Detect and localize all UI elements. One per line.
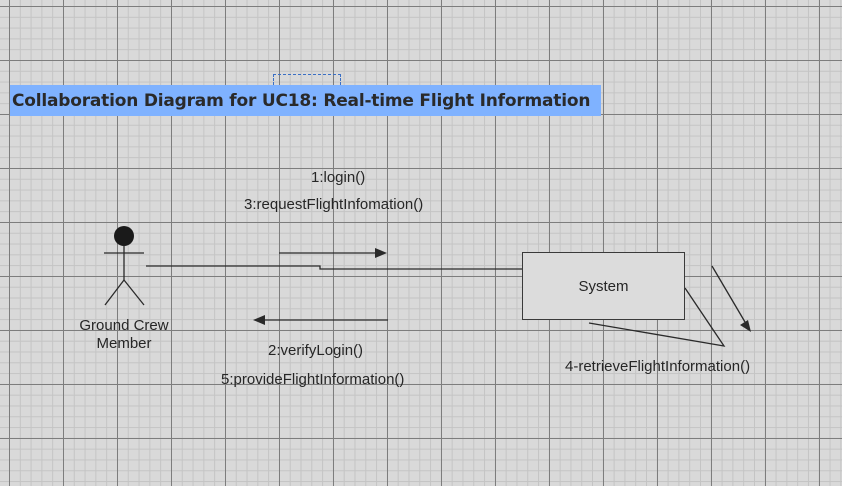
return-message-arrow[interactable] <box>253 315 388 325</box>
self-arrow-head <box>740 320 751 332</box>
message-label-request-flight-information[interactable]: 3:requestFlightInfomation() <box>244 196 424 213</box>
system-object[interactable] <box>522 252 685 320</box>
forward-message-arrow[interactable] <box>279 248 387 258</box>
actor-head <box>114 226 134 246</box>
actor-figure[interactable] <box>104 226 144 305</box>
actor-left-leg <box>105 280 124 305</box>
message-label-login[interactable]: 1:login() <box>311 169 366 186</box>
actor-label-line1: Ground Crew <box>79 317 169 334</box>
message-label-verify-login[interactable]: 2:verifyLogin() <box>268 342 364 359</box>
diagram-title: Collaboration Diagram for UC18: Real-time Flight Information <box>12 90 591 111</box>
system-object-label: System <box>578 277 629 295</box>
actor-label-line2: Member <box>96 335 152 352</box>
self-message-arrow[interactable] <box>712 266 751 332</box>
forward-arrow-head <box>375 248 387 258</box>
message-label-provide-flight-information[interactable]: 5:provideFlightInformation() <box>221 371 405 388</box>
association-link[interactable] <box>146 266 522 269</box>
actor-right-leg <box>124 280 144 305</box>
self-arrow-shaft <box>712 266 745 322</box>
return-arrow-head <box>253 315 265 325</box>
actor-label[interactable] <box>64 317 184 353</box>
message-label-retrieve-flight-information[interactable]: 4-retrieveFlightInformation() <box>565 358 751 375</box>
